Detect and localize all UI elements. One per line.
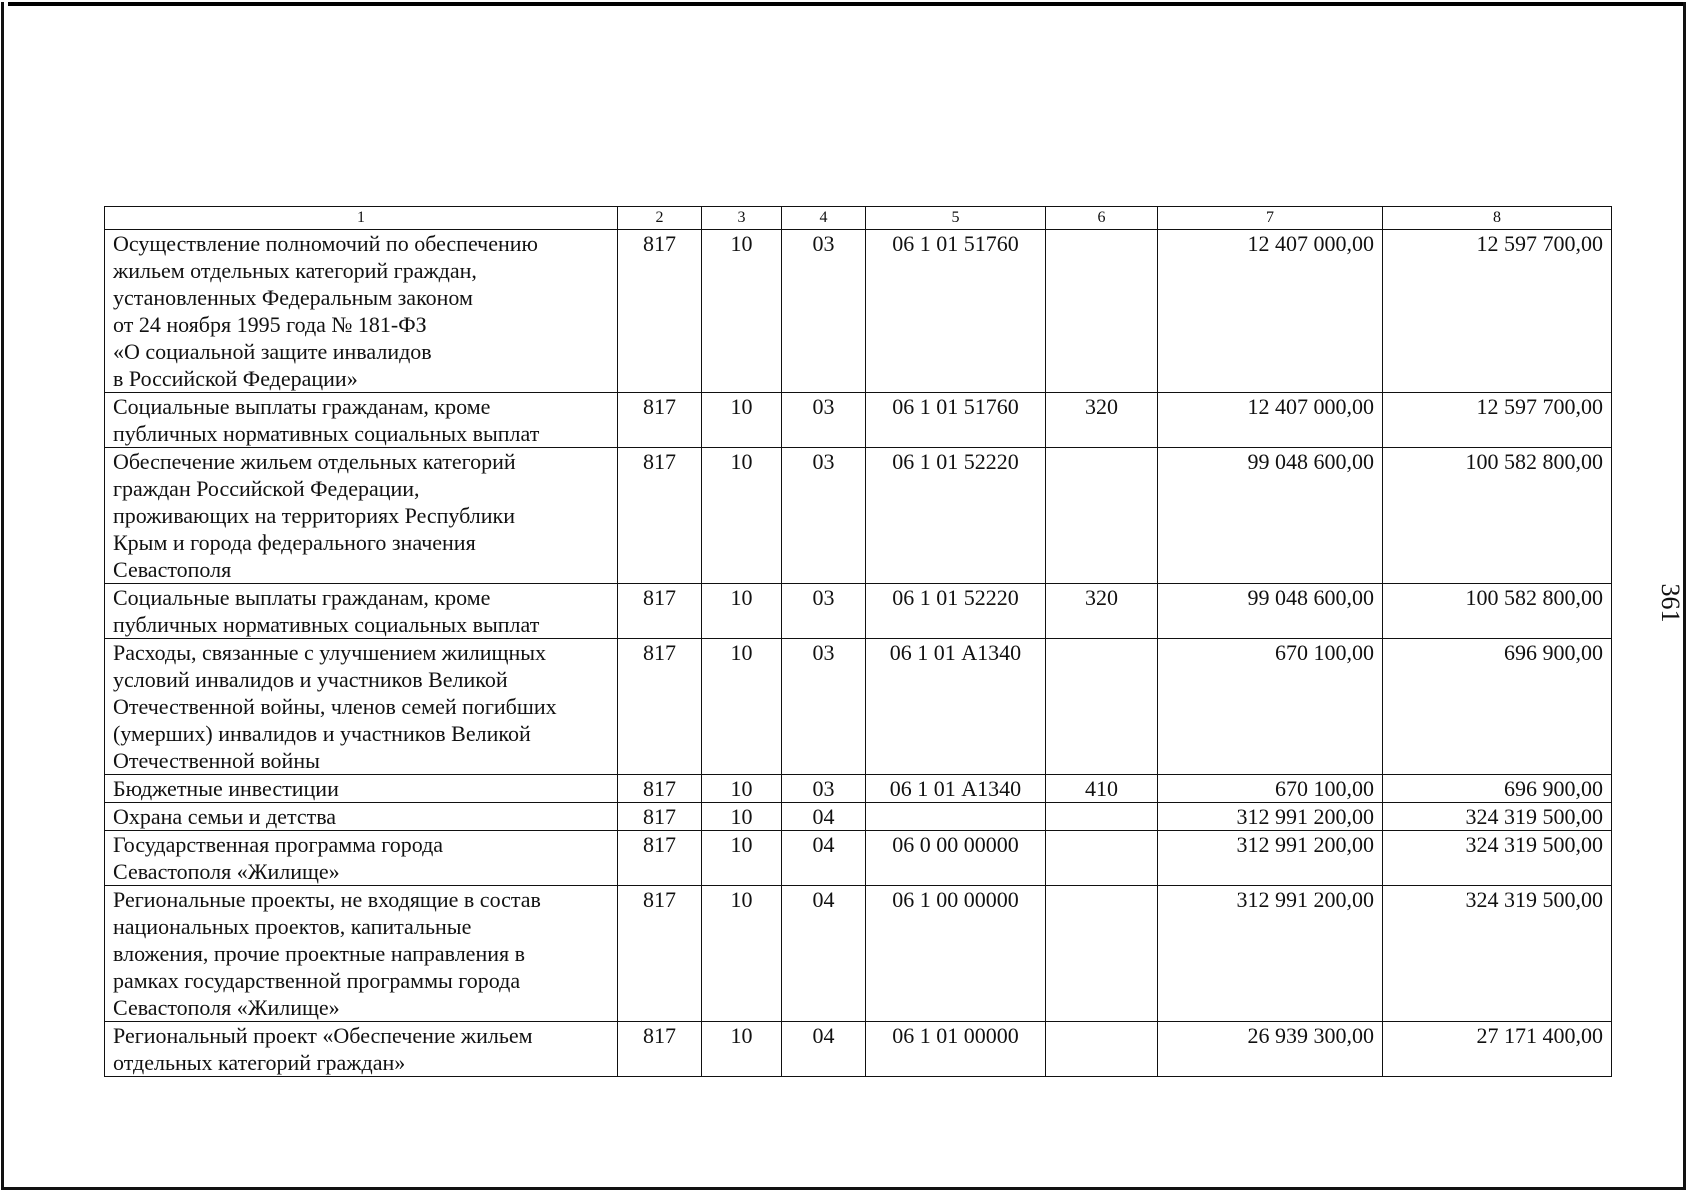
amount-col8: 12 597 700,00 [1383, 230, 1612, 393]
subsection-code: 04 [782, 1022, 866, 1077]
expense-type-code [1046, 230, 1158, 393]
subsection-code: 03 [782, 584, 866, 639]
subsection-code: 04 [782, 886, 866, 1022]
section-code: 10 [702, 639, 782, 775]
section-code: 10 [702, 393, 782, 448]
expense-type-code [1046, 639, 1158, 775]
expense-type-code [1046, 831, 1158, 886]
page-border-top [8, 2, 1683, 6]
amount-col8: 100 582 800,00 [1383, 584, 1612, 639]
column-number: 1 [105, 207, 618, 230]
target-article-code: 06 1 01 51760 [866, 230, 1046, 393]
amount-col7: 670 100,00 [1158, 775, 1383, 803]
ministry-code: 817 [618, 230, 702, 393]
target-article-code: 06 1 01 51760 [866, 393, 1046, 448]
ministry-code: 817 [618, 639, 702, 775]
ministry-code: 817 [618, 831, 702, 886]
row-name: Обеспечение жильем отдельных категорий граждан Российской Федерации, проживающих на территориях Республики Крым и города федерального значения Севастополя [105, 448, 618, 584]
amount-col8: 696 900,00 [1383, 639, 1612, 775]
section-code: 10 [702, 584, 782, 639]
amount-col7: 99 048 600,00 [1158, 448, 1383, 584]
amount-col7: 670 100,00 [1158, 639, 1383, 775]
row-name: Осуществление полномочий по обеспечению жильем отдельных категорий граждан, установленных Федеральным законом от 24 ноября 1995 года № 181-ФЗ «О социальной защите инвалидов в Российской Федерации» [105, 230, 618, 393]
amount-col7: 312 991 200,00 [1158, 831, 1383, 886]
table-row [105, 1022, 1612, 1077]
ministry-code: 817 [618, 803, 702, 831]
row-name: Охрана семьи и детства [105, 803, 618, 831]
section-code: 10 [702, 1022, 782, 1077]
table-row [105, 831, 1612, 886]
table-row [105, 639, 1612, 775]
amount-col8: 696 900,00 [1383, 775, 1612, 803]
ministry-code: 817 [618, 775, 702, 803]
expense-type-code: 410 [1046, 775, 1158, 803]
row-name: Бюджетные инвестиции [105, 775, 618, 803]
expense-type-code [1046, 1022, 1158, 1077]
ministry-code: 817 [618, 448, 702, 584]
section-code: 10 [702, 803, 782, 831]
row-name: Социальные выплаты гражданам, кроме публичных нормативных социальных выплат [105, 393, 618, 448]
subsection-code: 04 [782, 831, 866, 886]
amount-col8: 324 319 500,00 [1383, 803, 1612, 831]
expense-type-code [1046, 886, 1158, 1022]
subsection-code: 03 [782, 639, 866, 775]
amount-col7: 12 407 000,00 [1158, 230, 1383, 393]
expense-type-code: 320 [1046, 393, 1158, 448]
amount-col7: 312 991 200,00 [1158, 886, 1383, 1022]
row-name: Региональный проект «Обеспечение жильем отдельных категорий граждан» [105, 1022, 618, 1077]
subsection-code: 03 [782, 393, 866, 448]
target-article-code: 06 1 01 52220 [866, 584, 1046, 639]
table-row [105, 886, 1612, 1022]
amount-col7: 312 991 200,00 [1158, 803, 1383, 831]
column-number: 7 [1158, 207, 1383, 230]
row-name: Региональные проекты, не входящие в состав национальных проектов, капитальные вложения, прочие проектные направления в рамках государственной программы города Севастополя «Жилище» [105, 886, 618, 1022]
table-row [105, 393, 1612, 448]
section-code: 10 [702, 230, 782, 393]
amount-col8: 27 171 400,00 [1383, 1022, 1612, 1077]
budget-table [104, 206, 1612, 1077]
amount-col7: 12 407 000,00 [1158, 393, 1383, 448]
section-code: 10 [702, 448, 782, 584]
amount-col7: 26 939 300,00 [1158, 1022, 1383, 1077]
target-article-code [866, 803, 1046, 831]
table-row [105, 448, 1612, 584]
target-article-code: 06 0 00 00000 [866, 831, 1046, 886]
expense-type-code: 320 [1046, 584, 1158, 639]
page-border-left [1, 2, 4, 1190]
column-number: 2 [618, 207, 702, 230]
subsection-code: 04 [782, 803, 866, 831]
expense-type-code [1046, 448, 1158, 584]
column-number-row [105, 207, 1612, 230]
target-article-code: 06 1 01 52220 [866, 448, 1046, 584]
table-row [105, 775, 1612, 803]
expense-type-code [1046, 803, 1158, 831]
column-number: 6 [1046, 207, 1158, 230]
row-name: Государственная программа города Севастополя «Жилище» [105, 831, 618, 886]
amount-col7: 99 048 600,00 [1158, 584, 1383, 639]
amount-col8: 324 319 500,00 [1383, 886, 1612, 1022]
page-number: 361 [1656, 583, 1685, 623]
ministry-code: 817 [618, 1022, 702, 1077]
subsection-code: 03 [782, 448, 866, 584]
amount-col8: 100 582 800,00 [1383, 448, 1612, 584]
ministry-code: 817 [618, 584, 702, 639]
section-code: 10 [702, 886, 782, 1022]
target-article-code: 06 1 01 00000 [866, 1022, 1046, 1077]
column-number: 8 [1383, 207, 1612, 230]
target-article-code: 06 1 01 А1340 [866, 775, 1046, 803]
ministry-code: 817 [618, 886, 702, 1022]
target-article-code: 06 1 01 А1340 [866, 639, 1046, 775]
column-number: 5 [866, 207, 1046, 230]
table-row [105, 584, 1612, 639]
subsection-code: 03 [782, 775, 866, 803]
page-border-bottom [1, 1187, 1686, 1190]
section-code: 10 [702, 831, 782, 886]
column-number: 4 [782, 207, 866, 230]
target-article-code: 06 1 00 00000 [866, 886, 1046, 1022]
row-name: Расходы, связанные с улучшением жилищных условий инвалидов и участников Великой Отечественной войны, членов семей погибших (умерших) инвалидов и участников Великой Отечественной войны [105, 639, 618, 775]
row-name: Социальные выплаты гражданам, кроме публичных нормативных социальных выплат [105, 584, 618, 639]
subsection-code: 03 [782, 230, 866, 393]
table-row [105, 803, 1612, 831]
table-row [105, 230, 1612, 393]
section-code: 10 [702, 775, 782, 803]
ministry-code: 817 [618, 393, 702, 448]
amount-col8: 12 597 700,00 [1383, 393, 1612, 448]
column-number: 3 [702, 207, 782, 230]
amount-col8: 324 319 500,00 [1383, 831, 1612, 886]
